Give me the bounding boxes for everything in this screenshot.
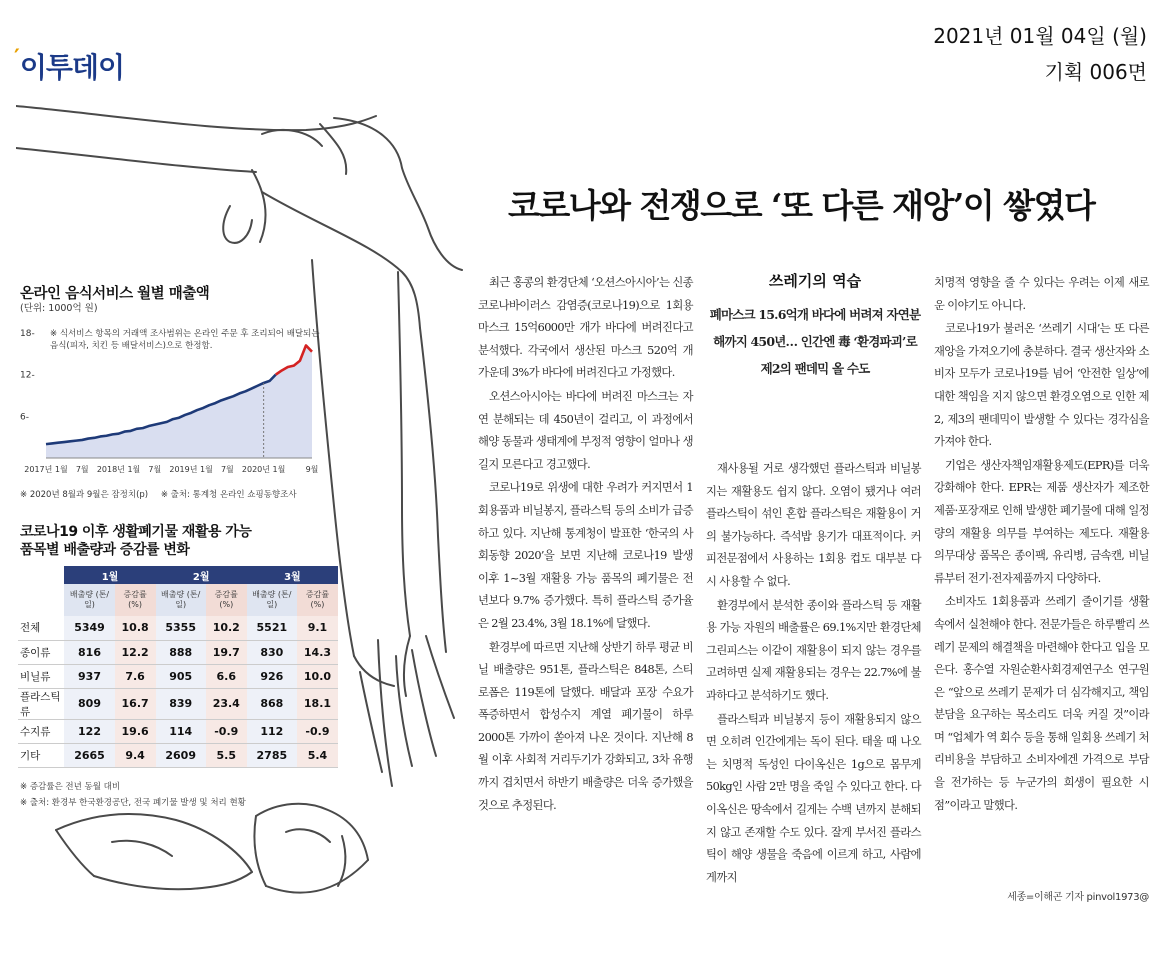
section-box [706, 270, 924, 382]
article-column-3 [934, 272, 1149, 818]
amount-header: 배출량 (톤/일) [64, 584, 114, 616]
table-row [18, 640, 338, 664]
amount-cell: 2665 [64, 743, 114, 767]
chart-footnote-provisional: ※ 2020년 8월과 9월은 잠정치(p) [20, 490, 149, 500]
article-headline: 코로나와 전쟁으로 ‘또 다른 재앙’이 쌓였다 [508, 186, 1095, 225]
logo-text: 이투데이 [19, 51, 125, 84]
amount-cell: 868 [247, 688, 297, 719]
table-row [18, 664, 338, 688]
pct-cell: 23.4 [206, 688, 247, 719]
paragraph: 환경부에서 분석한 종이와 플라스틱 등 재활용 가능 자원의 배출률은 69.1%지만 환경단체 그린피스는 이같이 재활용이 되지 않는 경우를 고려하면 실제 재활용되는 경우는 22.7%에 불과하다고 분석하기도 했다. [706, 598, 921, 702]
chart-area-fill [46, 345, 312, 458]
amount-cell: 2785 [247, 743, 297, 767]
chart-footnotes [20, 488, 297, 500]
row-category: 비닐류 [18, 664, 64, 688]
waste-table [18, 566, 338, 768]
amount-cell: 905 [156, 664, 206, 688]
amount-cell: 937 [64, 664, 114, 688]
amount-cell: 809 [64, 688, 114, 719]
pct-cell: 14.3 [297, 640, 338, 664]
month-header: 1월 [64, 566, 155, 584]
row-category: 수지류 [18, 719, 64, 743]
pct-header: 증감률 (%) [206, 584, 247, 616]
pct-cell: 16.7 [115, 688, 156, 719]
amount-cell: 830 [247, 640, 297, 664]
y-tick-label: 18- [20, 328, 35, 339]
pct-cell: 9.1 [297, 616, 338, 640]
subheadline: 폐마스크 15.6억개 바다에 버려져 자연분해까지 450년… 인간엔 毒 ‘환경파괴’로 제2의 팬데믹 올 수도 [709, 307, 921, 376]
amount-cell: 5349 [64, 616, 114, 640]
x-tick-label: 2018년 1월 [96, 465, 141, 474]
row-category: 플라스틱류 [18, 688, 64, 719]
amount-cell: 112 [247, 719, 297, 743]
amount-header: 배출량 (톤/일) [247, 584, 297, 616]
article-column-2 [706, 458, 921, 890]
pct-cell: 12.2 [115, 640, 156, 664]
table-month-header [18, 566, 338, 584]
x-tick-label: 2019년 1월 [169, 465, 213, 474]
table-source: ※ 출처: 환경부 한국환경공단, 전국 폐기물 발생 및 처리 현황 [20, 798, 246, 808]
table-row [18, 743, 338, 767]
paragraph: 오션스아시아는 바다에 버려진 마스크는 자연 분해되는 데 450년이 걸리고, 이 과정에서 해양 동물과 생태계에 부정적 영향이 얼마나 생길지 모른다고 경고했다. [478, 389, 693, 471]
paragraph: 재사용될 거로 생각했던 플라스틱과 비닐봉지는 재활용도 쉽지 않다. 오염이 됐거나 여러 플라스틱이 섞인 혼합 플라스틱은 재활용이 거의 불가능하다. 즉석밥 용기가 대표적이다. 커피전문점에서 사용하는 1회용 컵도 대부분 다시 사용할 수 없다. [706, 462, 921, 588]
table-title-line1: 코로나19 이후 생활폐기물 재활용 가능 [20, 524, 252, 540]
paragraph: 코로나19가 불러온 ‘쓰레기 시대’는 또 다른 재앙을 가져오기에 충분하다. 결국 생산자와 소비자 모두가 코로나19를 넘어 ‘안전한 일상’에 대한 책임을 지지 않으면 환경오염으로 인한 제2, 제3의 팬데믹이 발생할 수 있다는 경각심을 가져야 한다. [934, 322, 1149, 449]
amount-cell: 839 [156, 688, 206, 719]
newspaper-logo [14, 46, 124, 86]
pct-cell: 19.7 [206, 640, 247, 664]
pct-cell: 10.8 [115, 616, 156, 640]
y-tick-label: 12- [20, 370, 35, 381]
paragraph: 최근 홍콩의 환경단체 ‘오션스아시아’는 신종 코로나바이러스 감염증(코로나19)으로 1회용 마스크 15억6000만 개가 바다에 버려진다고 분석했다. 각국에서 생산된 마스크 520억 개 가운데 3%가 바다에 버려진다고 가정했다. [478, 276, 693, 380]
paragraph: 소비자도 1회용품과 쓰레기 줄이기를 생활 속에서 실천해야 한다. 전문가들은 하루빨리 쓰레기 문제의 해결책을 마련해야 한다고 입을 모은다. 홍수열 자원순환사회경제연구소 연구원은 “앞으로 쓰레기 문제가 더 심각해지고, 책임분담을 요구하는 목소리도 더욱 커질 것”이라며 “업체가 역 회수 등을 통해 일회용 쓰레기 처리비용을 부담하고 소비자에겐 가격으로 부담을 전가하는 등 누군가의 희생이 필요한 시점”이라고 말했다. [934, 595, 1149, 812]
pct-cell: 7.6 [115, 664, 156, 688]
pct-cell: 18.1 [297, 688, 338, 719]
pct-cell: 19.6 [115, 719, 156, 743]
x-tick-label: 7월 [148, 465, 162, 474]
logo-mark-icon: ′ [14, 46, 19, 71]
byline: 세종=이해곤 기자 pinvol1973@ [1007, 892, 1149, 903]
row-category: 기타 [18, 743, 64, 767]
amount-cell: 114 [156, 719, 206, 743]
amount-cell: 5355 [156, 616, 206, 640]
article-clipping [16, 96, 1156, 916]
pct-cell: 9.4 [115, 743, 156, 767]
x-tick-label: 7월 [75, 465, 89, 474]
paragraph: 코로나19로 위생에 대한 우려가 커지면서 1회용품과 비닐봉지, 플라스틱 등의 소비가 급증하고 있다. 지난해 통계청이 발표한 ‘한국의 사회동향 2020’을 보면 지난해 코로나19 발생 이후 1~3월 재활용 가능 품목의 폐기물은 전년보다 9.7% 증가했다. 특히 플라스틱 증가율은 2월 23.4%, 3월 18.1%에 달했다. [478, 481, 693, 630]
article-column-1 [478, 272, 693, 818]
chart-note: ※ 식서비스 항목의 거래액 조사범위는 온라인 주문 후 조리되어 배달되는 음식(피자, 치킨 등 배달서비스)으로 한정함. [50, 329, 320, 352]
month-header: 3월 [247, 566, 338, 584]
amount-cell: 888 [156, 640, 206, 664]
row-category: 종이류 [18, 640, 64, 664]
table-row [18, 688, 338, 719]
x-tick-label: 9월 [305, 465, 319, 474]
amount-cell: 2609 [156, 743, 206, 767]
pct-cell: -0.9 [297, 719, 338, 743]
pct-cell: 5.5 [206, 743, 247, 767]
row-category: 전체 [18, 616, 64, 640]
table-sub-header [18, 584, 338, 616]
pct-cell: 6.6 [206, 664, 247, 688]
pct-cell: 5.4 [297, 743, 338, 767]
amount-cell: 816 [64, 640, 114, 664]
pct-cell: 10.0 [297, 664, 338, 688]
chart-unit: (단위: 1000억 원) [20, 303, 98, 314]
chart-title: 온라인 음식서비스 월별 매출액 [20, 286, 210, 302]
month-header: 2월 [156, 566, 247, 584]
table-title-line2: 품목별 배출량과 증감률 변화 [20, 541, 190, 558]
pct-cell: 10.2 [206, 616, 247, 640]
y-tick-label: 6- [20, 412, 29, 423]
pct-header: 증감률 (%) [115, 584, 156, 616]
amount-cell: 5521 [247, 616, 297, 640]
table-title [20, 524, 251, 560]
table-row [18, 719, 338, 743]
publication-page: 기획 006면 [1044, 60, 1147, 84]
paragraph: 플라스틱과 비닐봉지 등이 재활용되지 않으면 오히려 인간에게는 독이 된다. 태울 때 나오는 치명적 독성인 다이옥신은 1g으로 몸무게 50kg인 사람 2만 명을 죽일 수 있다고 한다. 다이옥신은 땅속에서 길게는 수백 년까지 분해되지 않고 존재할 수도 있다. 잘게 부서진 플라스틱이 해양 생물을 죽음에 이르게 하고, 사람에게까지 [706, 712, 921, 884]
amount-header: 배출량 (톤/일) [156, 584, 206, 616]
amount-cell: 122 [64, 719, 114, 743]
x-tick-label: 7월 [220, 465, 234, 474]
paragraph: 환경부에 따르면 지난해 상반기 하루 평균 비닐 배출량은 951톤, 플라스틱은 848톤, 스티로폼은 119톤에 달했다. 배달과 포장 수요가 폭증하면서 합성수지 계열 폐기물이 하루 2000톤 가까이 쏟아져 나온 것이다. 지난해 8월 이후 사회적 거리두기가 강화되고, 3차 유행까지 겹치면서 하반기 배출량은 더욱 증가했을 것으로 추정된다. [478, 640, 693, 812]
publication-date: 2021년 01월 04일 (월) [933, 24, 1147, 48]
paragraph: 치명적 영향을 줄 수 있다는 우려는 이제 새로운 이야기도 아니다. [934, 276, 1149, 312]
pct-cell: -0.9 [206, 719, 247, 743]
table-row [18, 616, 338, 640]
amount-cell: 926 [247, 664, 297, 688]
table-note: ※ 증감률은 전년 동월 대비 [20, 782, 121, 792]
paragraph: 기업은 생산자책임재활용제도(EPR)를 더욱 강화해야 한다. EPR는 제품 생산자가 제조한 제품·포장재로 인해 발생한 폐기물에 대해 일정량의 재활용 의무를 부여하는 제도다. 재활용 의무대상 품목은 종이팩, 유리병, 금속캔, 비닐류부터 전기·전자제품까지 다양하다. [934, 458, 1149, 585]
x-tick-label: 2020년 1월 [241, 465, 286, 474]
chart-footnote-source: ※ 출처: 통계청 온라인 쇼핑동향조사 [160, 490, 297, 500]
section-title: 쓰레기의 역습 [768, 272, 862, 290]
pct-header: 증감률 (%) [297, 584, 338, 616]
x-tick-label: 2017년 1월 [24, 465, 68, 474]
